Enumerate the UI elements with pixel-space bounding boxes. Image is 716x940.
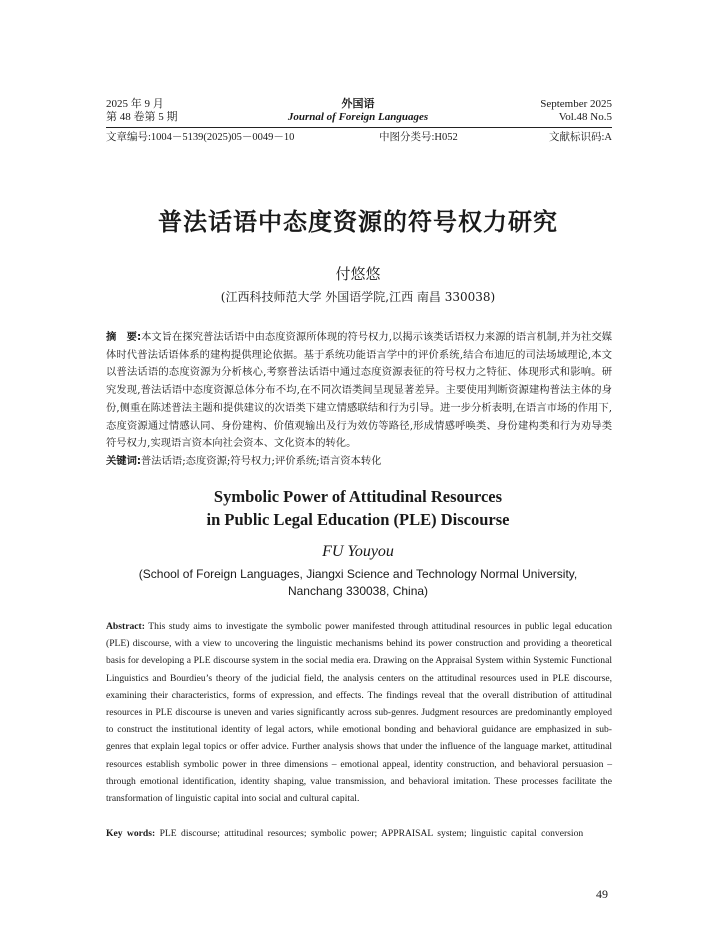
keywords-en xyxy=(106,825,612,842)
affiliation-en-line-1: (School of Foreign Languages, Jiangxi Science and Technology Normal University, xyxy=(138,567,578,581)
header-issue-cn: 第 48 卷第 5 期 xyxy=(106,111,178,123)
header-date-cn: 2025 年 9 月 xyxy=(106,98,164,110)
keywords-cn-label: 关键词: xyxy=(106,455,142,467)
title-en-line-2: in Public Legal Education (PLE) Discourse xyxy=(206,510,510,529)
abstract-cn-label: 摘 要: xyxy=(106,331,142,343)
abstract-cn xyxy=(106,329,612,453)
author-en: FU Youyou xyxy=(322,543,394,560)
title-cn: 普法话语中态度资源的符号权力研究 xyxy=(158,208,558,236)
article-number: 文章编号:1004－5139(2025)05－0049－10 xyxy=(106,132,295,143)
title-en xyxy=(0,485,716,531)
keywords-en-text: PLE discourse; attitudinal resources; symbolic power; APPRAISAL system; linguistic capital conversion xyxy=(159,828,584,839)
abstract-cn-text: 本文旨在探究普法话语中由态度资源所体现的符号权力,以揭示该类话语权力来源的语言机制,并为社交媒体时代普法话语体系的建构提供理论依据。基于系统功能语言学中的评价系统,结合布迪厄的司法场域理论,本文以普法话语的态度资源为分析核心,考察普法话语中通过态度资源表征的符号权力之特征、体现形式和影响。研究发现,普法话语中态度资源总体分布不均,在不同次语类间呈现显著差异。主要使用判断资源建构普法主体的身份,侧重在陈述普法主题和提供建议的次语类下建立情感联结和行为引导。进一步分析表明,在语言市场的作用下,态度资源通过情感认同、身份建构、价值观输出及行为效仿等路径,形成情感呼唤类、身份建构类和行为劝导类符号权力,实现语言资本向社会资本、文化资本的转化。 xyxy=(106,331,612,450)
abstract-en xyxy=(106,618,612,807)
keywords-en-label: Key words: xyxy=(106,828,156,839)
affiliation-en-line-2: Nanchang 330038, China) xyxy=(287,584,429,598)
header-issue-en: Vol.48 No.5 xyxy=(558,111,612,123)
keywords-cn-text: 普法话语;态度资源;符号权力;评价系统;语言资本转化 xyxy=(141,455,382,467)
abstract-en-text: This study aims to investigate the symbolic power manifested through attitudinal resources in public legal education (PLE) discourse, with a view to uncovering the linguistic mechanisms behind its power construction and providing a theoretical basis for developing a PLE discourse system in the social media era. Drawing on the Appraisal System within Systemic Functional Linguistics and Bourdieu’s theory of the judicial field, the analysis centers on the attitudinal resources used in PLE discourse, examining their characteristics, forms of expression, and effects. The findings reveal that the overall distribution of attitudinal resources in PLE discourse is uneven and varies significantly across sub-genres. Judgment resources are predominantly employed to construct the institutional identity of legal actors, while emotional bonding and behavioral guidance are emphasized in sub-genres that explain legal topics or offer advice. Further analysis shows that under the influence of the language market, attitudinal resources establish symbolic power in three dimensions – emotional appeal, identity construction, and behavioral persuasion – through emotional identification, identity shaping, value transmission, and behavioral imitation. These processes facilitate the transformation of linguistic capital into social and cultural capital. xyxy=(106,621,612,805)
header-rule xyxy=(106,127,612,128)
title-en-line-1: Symbolic Power of Attitudinal Resources xyxy=(213,487,503,506)
affiliation-cn: (江西科技师范大学 外国语学院,江西 南昌 330038) xyxy=(220,290,496,304)
header-right xyxy=(540,98,612,124)
page-number: 49 xyxy=(596,887,608,901)
journal-name-cn: 外国语 xyxy=(341,98,375,110)
clc-number: 中图分类号:H052 xyxy=(379,132,458,143)
journal-name-en: Journal of Foreign Languages xyxy=(287,111,429,123)
keywords-cn xyxy=(106,453,612,470)
abstract-en-label: Abstract: xyxy=(106,621,145,632)
document-code: 文献标识码:A xyxy=(549,132,612,143)
affiliation-en xyxy=(0,566,716,600)
header-date-en: September 2025 xyxy=(540,98,612,110)
author-cn: 付悠悠 xyxy=(335,265,381,283)
